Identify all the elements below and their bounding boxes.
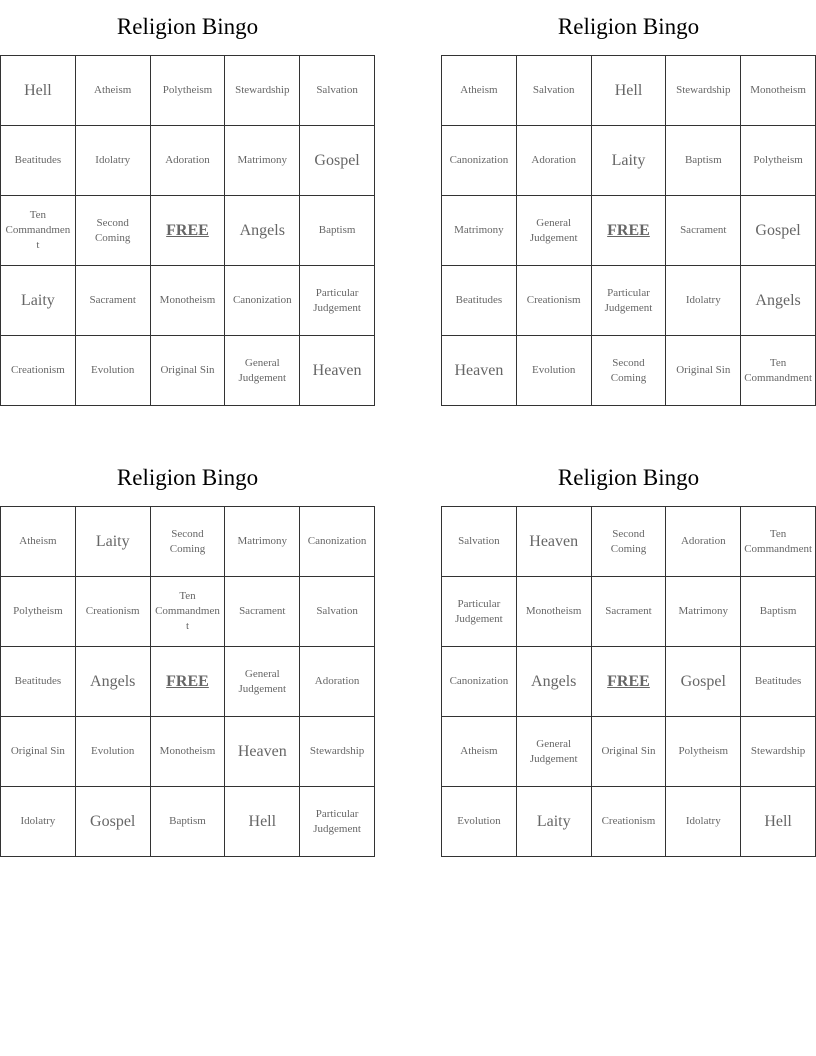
bingo-cell: General Judgement bbox=[517, 196, 592, 266]
bingo-card-1 bbox=[0, 0, 375, 406]
bingo-cell: Polytheism bbox=[1, 577, 76, 647]
bingo-cell: Ten Commandment bbox=[1, 196, 76, 266]
bingo-cell: Heaven bbox=[300, 336, 375, 406]
free-space-cell: FREE bbox=[592, 647, 667, 717]
bingo-cell: Particular Judgement bbox=[592, 266, 667, 336]
bingo-cell: Creationism bbox=[517, 266, 592, 336]
bingo-cell: Second Coming bbox=[151, 507, 226, 577]
bingo-cell: Canonization bbox=[225, 266, 300, 336]
bingo-cell: Salvation bbox=[517, 56, 592, 126]
bingo-cell: Idolatry bbox=[76, 126, 151, 196]
bingo-cell: Particular Judgement bbox=[442, 577, 517, 647]
bingo-cell: Idolatry bbox=[1, 787, 76, 857]
bingo-cell: Polytheism bbox=[151, 56, 226, 126]
bingo-grid bbox=[0, 506, 375, 857]
bingo-cell: Baptism bbox=[666, 126, 741, 196]
bingo-cell: Evolution bbox=[442, 787, 517, 857]
bingo-cell: Salvation bbox=[300, 577, 375, 647]
bingo-grid bbox=[0, 55, 375, 406]
bingo-cell: Matrimony bbox=[225, 126, 300, 196]
bingo-cell: Stewardship bbox=[225, 56, 300, 126]
bingo-cell: Baptism bbox=[741, 577, 816, 647]
bingo-cell: Laity bbox=[592, 126, 667, 196]
bingo-cell: Monotheism bbox=[517, 577, 592, 647]
bingo-card-2 bbox=[441, 0, 816, 406]
bingo-cell: Atheism bbox=[442, 717, 517, 787]
bingo-grid bbox=[441, 55, 816, 406]
bingo-cell: Second Coming bbox=[592, 336, 667, 406]
bingo-cell: Gospel bbox=[666, 647, 741, 717]
bingo-cell: Adoration bbox=[666, 507, 741, 577]
bingo-cell: Monotheism bbox=[741, 56, 816, 126]
bingo-cell: Adoration bbox=[517, 126, 592, 196]
bingo-cell: Hell bbox=[741, 787, 816, 857]
bingo-cell: Laity bbox=[1, 266, 76, 336]
bingo-cell: Canonization bbox=[442, 647, 517, 717]
bingo-grid bbox=[441, 506, 816, 857]
bingo-cell: Angels bbox=[741, 266, 816, 336]
bingo-cell: Creationism bbox=[592, 787, 667, 857]
bingo-cell: Canonization bbox=[442, 126, 517, 196]
bingo-cell: Polytheism bbox=[666, 717, 741, 787]
bingo-cell: Baptism bbox=[300, 196, 375, 266]
card-title: Religion Bingo bbox=[557, 465, 700, 490]
bingo-cell: Creationism bbox=[76, 577, 151, 647]
bingo-cell: Atheism bbox=[442, 56, 517, 126]
card-title: Religion Bingo bbox=[116, 465, 259, 490]
bingo-cell: Creationism bbox=[1, 336, 76, 406]
bingo-cell: Adoration bbox=[300, 647, 375, 717]
bingo-cell: Salvation bbox=[442, 507, 517, 577]
bingo-cell: Hell bbox=[1, 56, 76, 126]
bingo-cell: Gospel bbox=[741, 196, 816, 266]
bingo-cell: Idolatry bbox=[666, 266, 741, 336]
bingo-cell: Heaven bbox=[225, 717, 300, 787]
bingo-cell: Stewardship bbox=[666, 56, 741, 126]
bingo-cell: Original Sin bbox=[666, 336, 741, 406]
bingo-cell: Angels bbox=[225, 196, 300, 266]
bingo-cell: Beatitudes bbox=[741, 647, 816, 717]
bingo-cell: Beatitudes bbox=[1, 126, 76, 196]
bingo-cell: Atheism bbox=[76, 56, 151, 126]
bingo-cell: Monotheism bbox=[151, 717, 226, 787]
free-space-cell: FREE bbox=[592, 196, 667, 266]
bingo-cell: Ten Commandment bbox=[151, 577, 226, 647]
bingo-cell: Atheism bbox=[1, 507, 76, 577]
bingo-cell: Particular Judgement bbox=[300, 787, 375, 857]
bingo-cell: Polytheism bbox=[741, 126, 816, 196]
bingo-cell: General Judgement bbox=[225, 647, 300, 717]
bingo-cell: Ten Commandment bbox=[741, 336, 816, 406]
bingo-cell: General Judgement bbox=[225, 336, 300, 406]
free-space-cell: FREE bbox=[151, 196, 226, 266]
bingo-cell: Salvation bbox=[300, 56, 375, 126]
bingo-cell: Matrimony bbox=[225, 507, 300, 577]
bingo-card-3 bbox=[0, 451, 375, 857]
bingo-cell: Idolatry bbox=[666, 787, 741, 857]
bingo-cell: Hell bbox=[592, 56, 667, 126]
card-title: Religion Bingo bbox=[116, 14, 259, 39]
bingo-cell: Original Sin bbox=[1, 717, 76, 787]
bingo-cell: Sacrament bbox=[592, 577, 667, 647]
bingo-cell: Second Coming bbox=[592, 507, 667, 577]
bingo-cell: Stewardship bbox=[741, 717, 816, 787]
bingo-cell: Ten Commandment bbox=[741, 507, 816, 577]
bingo-cell: Laity bbox=[517, 787, 592, 857]
bingo-cell: Matrimony bbox=[666, 577, 741, 647]
free-space-cell: FREE bbox=[151, 647, 226, 717]
bingo-cell: Angels bbox=[517, 647, 592, 717]
bingo-cell: Sacrament bbox=[225, 577, 300, 647]
bingo-cell: Sacrament bbox=[76, 266, 151, 336]
bingo-cell: Particular Judgement bbox=[300, 266, 375, 336]
bingo-cell: Heaven bbox=[517, 507, 592, 577]
bingo-cell: Original Sin bbox=[592, 717, 667, 787]
bingo-cell: Evolution bbox=[76, 717, 151, 787]
bingo-cell: Gospel bbox=[300, 126, 375, 196]
bingo-cell: Adoration bbox=[151, 126, 226, 196]
bingo-cell: Original Sin bbox=[151, 336, 226, 406]
bingo-cell: Matrimony bbox=[442, 196, 517, 266]
bingo-cell: Angels bbox=[76, 647, 151, 717]
bingo-cell: Monotheism bbox=[151, 266, 226, 336]
bingo-cell: Sacrament bbox=[666, 196, 741, 266]
bingo-cell: Canonization bbox=[300, 507, 375, 577]
bingo-cell: General Judgement bbox=[517, 717, 592, 787]
bingo-cell: Heaven bbox=[442, 336, 517, 406]
bingo-cell: Evolution bbox=[517, 336, 592, 406]
bingo-cell: Hell bbox=[225, 787, 300, 857]
bingo-cell: Laity bbox=[76, 507, 151, 577]
bingo-cell: Stewardship bbox=[300, 717, 375, 787]
bingo-cell: Gospel bbox=[76, 787, 151, 857]
bingo-card-4 bbox=[441, 451, 816, 857]
bingo-cell: Beatitudes bbox=[1, 647, 76, 717]
card-title: Religion Bingo bbox=[557, 14, 700, 39]
bingo-cell: Beatitudes bbox=[442, 266, 517, 336]
bingo-cell: Baptism bbox=[151, 787, 226, 857]
bingo-cell: Second Coming bbox=[76, 196, 151, 266]
bingo-cell: Evolution bbox=[76, 336, 151, 406]
